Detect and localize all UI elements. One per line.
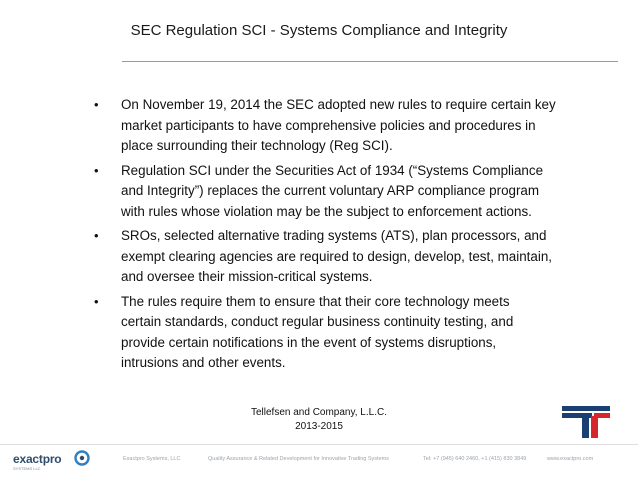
exactpro-logo-icon [74, 450, 90, 466]
bullet-item-3 [94, 226, 614, 288]
slide-title: SEC Regulation SCI - Systems Compliance and Integrity [130, 22, 508, 39]
bullet-line: The rules require them to ensure that their core technology meets [121, 293, 510, 309]
bullet-line: SROs, selected alternative trading systems (ATS), plan processors, and [121, 228, 547, 243]
bullet-line: exempt clearing agencies are required to design, develop, test, maintain, [121, 248, 552, 264]
bullet-icon: • [94, 228, 99, 243]
bullet-line: place surrounding their technology (Reg SCI). [121, 138, 393, 153]
bullet-line: and Integrity”) replaces the current voluntary ARP compliance program [121, 183, 540, 198]
bullet-line: certain standards, conduct regular business continuity testing, and [121, 314, 514, 329]
footer-company: Tellefsen and Company, L.L.C. [250, 407, 387, 418]
bottom-phone: Tel: +7 (945) 640 2460, +1 (415) 830 3849 [423, 456, 527, 462]
bullet-line: On November 19, 2014 the SEC adopted new rules to require certain key [121, 97, 556, 112]
bottom-website: www.exactpro.com [547, 456, 594, 462]
bullet-list [94, 95, 614, 378]
bullet-icon: • [94, 97, 99, 112]
bullet-line: provide certain notifications in the event of systems disruptions, [121, 334, 497, 350]
bottom-bar [0, 445, 638, 479]
bullet-line: intrusions and other events. [121, 355, 286, 370]
bullet-line: with rules whose violation may be the subject to enforcement actions. [121, 203, 532, 219]
bullet-item-4 [94, 292, 614, 374]
tellefsen-tt-logo-icon [560, 404, 612, 440]
bullet-icon: • [94, 293, 99, 309]
bullet-line: market participants to have comprehensive policies and procedures in [121, 117, 536, 133]
bullet-item-1 [94, 95, 614, 157]
bullet-line: and oversee their mission-critical systems. [121, 269, 373, 284]
bullet-item-2 [94, 161, 614, 223]
title-divider [122, 61, 618, 62]
exactpro-logo-text: exactpro [13, 452, 62, 466]
exactpro-logo-subtext: SYSTEMS LLC [13, 466, 41, 471]
bottom-tagline: Quality Assurance & Related Development for Innovative Trading Systems [208, 456, 389, 462]
footer-years: 2013-2015 [295, 421, 343, 432]
bullet-icon: • [94, 162, 99, 178]
bullet-line: Regulation SCI under the Securities Act of 1934 (“Systems Compliance [121, 162, 544, 178]
bottom-company: Exactpro Systems, LLC [123, 456, 181, 462]
footer-credit [219, 406, 419, 434]
